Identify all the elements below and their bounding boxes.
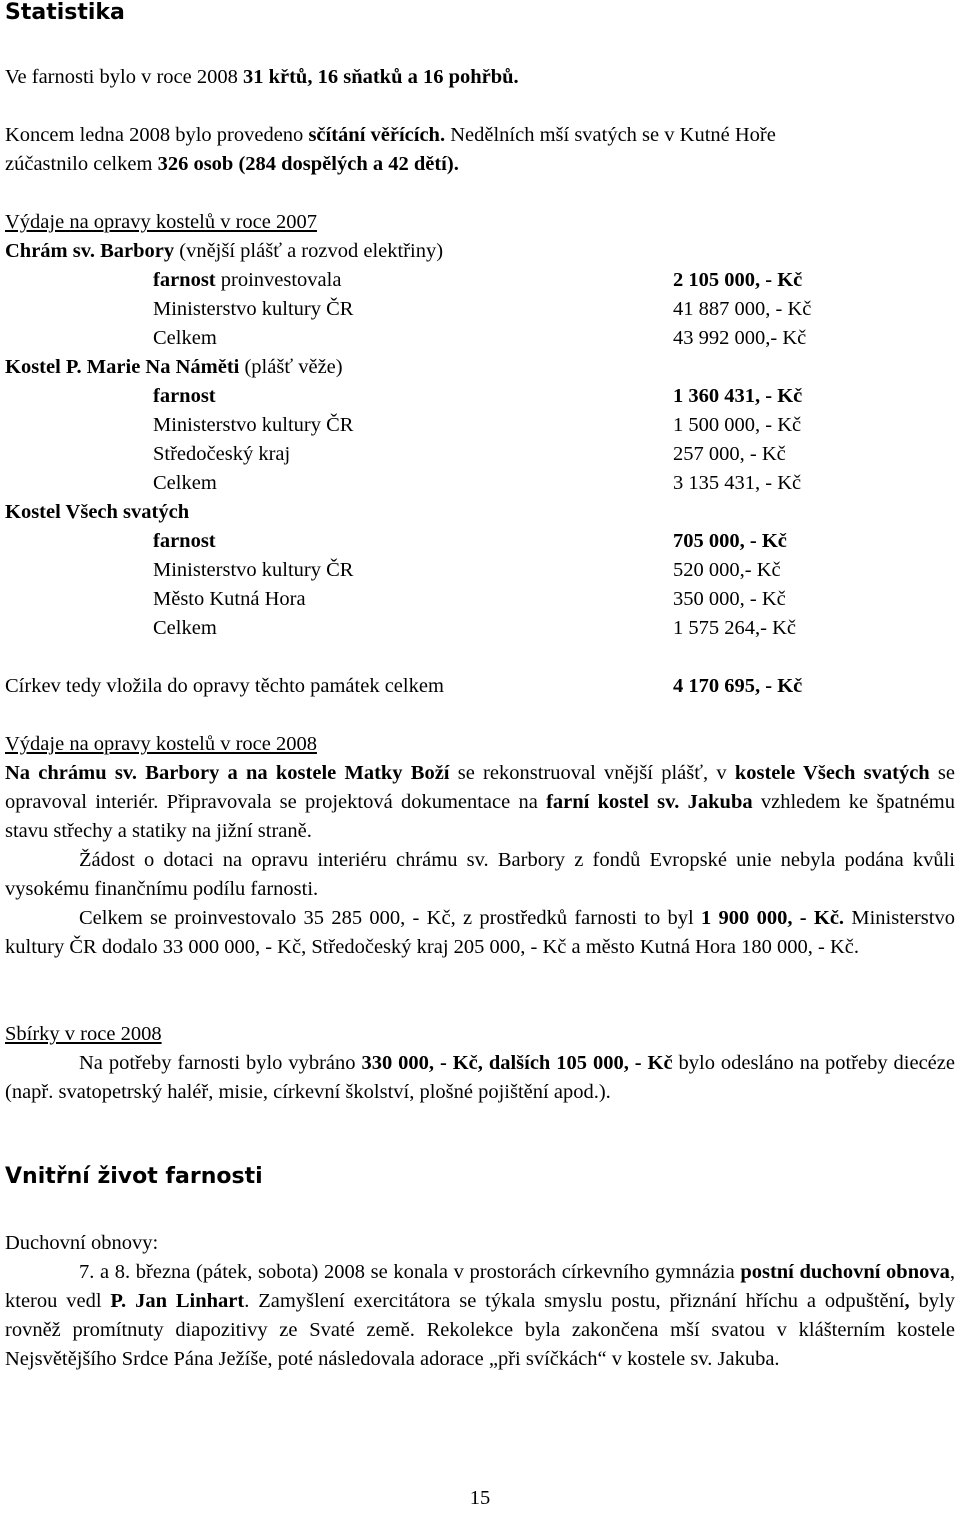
paragraph-census-line-2: [5, 150, 459, 179]
subtitle-spiritual-renewals: Duchovní obnovy:: [5, 1232, 159, 1254]
paragraph-eu-grant: Žádost o dotaci na opravu interiéru chrámu sv. Barbory z fondů Evropské unie nebyla podána kvůli vysokému finančnímu podílu farnosti.: [5, 849, 955, 900]
bold-text: ,: [904, 1290, 910, 1312]
row-amount: 705 000, - Kč: [673, 530, 787, 552]
paragraph-total-investment: [5, 904, 955, 962]
bold-text: 330 000, - Kč, dalších 105 000, - Kč: [361, 1052, 673, 1074]
text: Na potřeby farnosti bylo vybráno: [79, 1052, 362, 1074]
total-label: Církev tedy vložila do opravy těchto památek celkem: [5, 675, 444, 697]
text: vzhledem ke špatnému stavu střechy a statiky na jižní straně.: [5, 791, 955, 842]
row-amount: 43 992 000,- Kč: [673, 327, 807, 349]
subheading-expenses-2007: Výdaje na opravy kostelů v roce 2007: [5, 211, 317, 233]
row-amount: 1 575 264,- Kč: [673, 617, 796, 639]
bold-text: farní kostel sv. Jakuba: [546, 791, 753, 813]
paragraph-census-line-1: [5, 121, 776, 150]
paragraph-expenses-2008: [5, 759, 955, 846]
church-name: Chrám sv. Barbory: [5, 240, 175, 262]
section-heading-vnitrni-zivot: Vnitřní život farnosti: [5, 1164, 263, 1189]
text: zúčastnilo celkem: [5, 153, 158, 175]
subheading-expenses-2008: Výdaje na opravy kostelů v roce 2008: [5, 733, 317, 755]
text: Nedělních mší svatých se v Kutné Hoře: [445, 124, 776, 146]
text: Ministerstvo kultury ČR dodalo 33 000 000, - Kč, Středočeský kraj 205 000, - Kč a město Kutná Hora 180 000, - Kč.: [5, 907, 955, 958]
bold-text: kostele Všech svatých: [734, 762, 930, 784]
row-amount: 3 135 431, - Kč: [673, 472, 802, 494]
row-label: Celkem: [153, 617, 217, 639]
row-amount: 41 887 000, - Kč: [673, 298, 812, 320]
bold-text: 326 osob (284 dospělých a 42 dětí).: [157, 153, 459, 175]
row-label: [153, 266, 341, 295]
bold-text: 1 900 000, - Kč.: [701, 907, 845, 929]
text: bylo odesláno na potřeby diecéze (např. svatopetrský haléř, misie, církevní školství, plošné pojištění apod.).: [5, 1052, 955, 1103]
bold-text: P. Jan Linhart: [110, 1290, 245, 1312]
row-label: Celkem: [153, 472, 217, 494]
row-amount: 520 000,- Kč: [673, 559, 781, 581]
row-amount: 257 000, - Kč: [673, 443, 786, 465]
text: Ve farnosti bylo v roce 2008: [5, 66, 243, 88]
church-note: (vnější plášť a rozvod elektřiny): [174, 240, 444, 262]
row-label: Ministerstvo kultury ČR: [153, 414, 354, 436]
bold-text: 31 křtů, 16 sňatků a 16 pohřbů.: [242, 66, 519, 88]
row-label: Středočeský kraj: [153, 443, 291, 465]
section-heading-statistika: Statistika: [5, 0, 125, 25]
page-number: 15: [469, 1487, 491, 1509]
bold-text: sčítání věřících.: [308, 124, 446, 146]
bold-text: Na chrámu sv. Barbory a na kostele Matky Boží: [5, 762, 450, 784]
row-label: Ministerstvo kultury ČR: [153, 298, 354, 320]
row-label: farnost: [153, 530, 216, 552]
text: , kterou vedl: [5, 1261, 955, 1312]
row-label: Město Kutná Hora: [153, 588, 306, 610]
text: byly rovněž promítnuty diapozitivy ze Svaté země. Rekolekce byla zakončena mší svatou v klášterním kostele Nejsvětějšího Srdce Pána Ježíše, poté následovala adorace „při svíčkách“ v kostele sv. Jakuba.: [5, 1290, 955, 1370]
text: se opravoval interiér. Připravovala se projektová dokumentace na: [5, 762, 956, 813]
church-vsech-svatych: Kostel Všech svatých: [5, 501, 190, 523]
text: Koncem ledna 2008 bylo provedeno: [5, 124, 309, 146]
text: 7. a 8. března (pátek, sobota) 2008 se konala v prostorách církevního gymnázia: [79, 1261, 741, 1283]
row-label: Celkem: [153, 327, 217, 349]
text: se rekonstruoval vnější plášť, v: [449, 762, 735, 784]
paragraph-collections: [5, 1049, 955, 1107]
text: Celkem se proinvestovalo 35 285 000, - Kč, z prostředků farnosti to byl: [79, 907, 701, 929]
label: proinvestovala: [215, 269, 342, 291]
label-bold: farnost: [153, 269, 216, 291]
subheading-collections-2008: Sbírky v roce 2008: [5, 1023, 162, 1045]
church-barbora: [5, 237, 443, 266]
church-note: (plášť věže): [239, 356, 343, 378]
row-amount: 2 105 000, - Kč: [673, 269, 803, 291]
row-label: farnost: [153, 385, 216, 407]
row-amount: 1 360 431, - Kč: [673, 385, 803, 407]
paragraph-retreat: [5, 1258, 955, 1374]
row-amount: 350 000, - Kč: [673, 588, 786, 610]
total-amount: 4 170 695, - Kč: [673, 675, 803, 697]
row-label: Ministerstvo kultury ČR: [153, 559, 354, 581]
row-amount: 1 500 000, - Kč: [673, 414, 802, 436]
church-marie: [5, 353, 343, 382]
paragraph-statistics: [5, 63, 519, 92]
text: . Zamyšlení exercitátora se týkala smyslu postu, přiznání hříchu a odpuštění: [244, 1290, 905, 1312]
church-name: Kostel P. Marie Na Náměti: [5, 356, 240, 378]
bold-text: postní duchovní obnova: [740, 1261, 950, 1283]
